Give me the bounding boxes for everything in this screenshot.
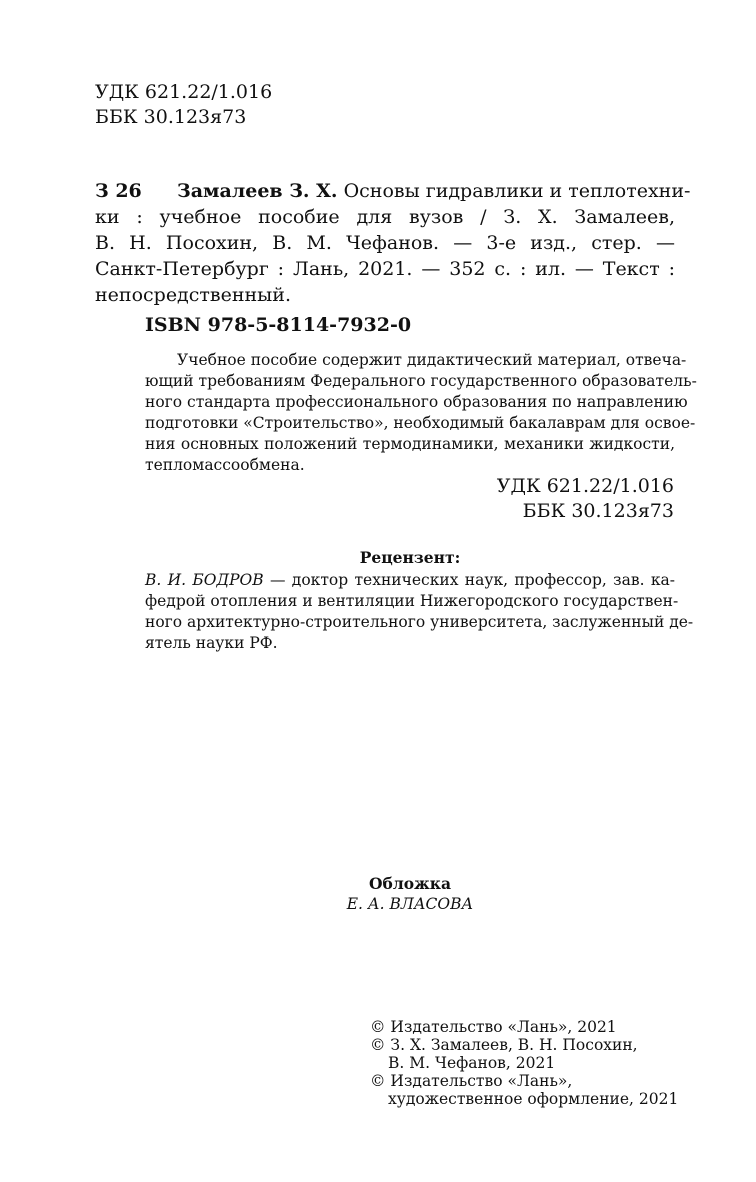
biblio-line-5: непосредственный.: [95, 284, 292, 306]
annotation-line: ния основных положений термодинамики, механики жидкости,: [145, 435, 675, 453]
cover-artist: Е. А. ВЛАСОВА: [346, 895, 474, 913]
reviewer-name: В. И. БОДРОВ: [145, 571, 264, 589]
author-mark: З 26: [95, 180, 142, 202]
copyright-line: © З. Х. Замалеев, В. Н. Посохин,: [370, 1036, 638, 1054]
title-text: Основы гидравлики и теплотехни-: [343, 180, 691, 202]
annotation-line: Учебное пособие содержит дидактический материал, отвеча-: [177, 351, 687, 369]
copyright-line: художественное оформление, 2021: [388, 1090, 679, 1108]
biblio-line-1: [95, 178, 691, 204]
udk-code-repeat: УДК 621.22/1.016: [496, 475, 674, 497]
copyright-line: © Издательство «Лань»,: [370, 1072, 573, 1090]
annotation-line: ного стандарта профессионального образования по направлению: [145, 393, 688, 411]
udk-code: УДК 621.22/1.016: [95, 81, 273, 103]
bbk-code-repeat: ББК 30.123я73: [522, 500, 674, 522]
cover-credit: [145, 874, 675, 914]
classification-repeat: [497, 474, 674, 524]
biblio-line-2: ки : учебное пособие для вузов / З. Х. Замалеев,: [95, 206, 675, 228]
cover-label: Обложка: [369, 874, 451, 893]
annotation-line: ющий требованиям Федерального государственного образователь-: [145, 372, 697, 390]
reviewer-desc: — доктор технических наук, профессор, зав. ка-: [269, 571, 676, 589]
reviewer-label: Рецензент:: [359, 548, 461, 567]
biblio-line-3: В. Н. Посохин, В. М. Чефанов. — 3-е изд., стер. —: [95, 232, 675, 254]
bbk-code: ББК 30.123я73: [95, 106, 247, 128]
reviewer-line: ного архитектурно-строительного университета, заслуженный де-: [145, 613, 694, 631]
copyright-line: © Издательство «Лань», 2021: [370, 1018, 617, 1036]
author-name: Замалеев З. Х.: [177, 180, 338, 202]
bibliographic-record: [95, 178, 691, 308]
reviewer-info: [145, 570, 694, 654]
reviewer-line: ятель науки РФ.: [145, 634, 278, 652]
classification-header: [95, 80, 272, 130]
annotation-line: подготовки «Строительство», необходимый бакалаврам для освое-: [145, 414, 696, 432]
biblio-line-4: Санкт-Петербург : Лань, 2021. — 352 с. : ил. — Текст :: [95, 258, 675, 280]
reviewer-line: федрой отопления и вентиляции Нижегородского государствен-: [145, 592, 679, 610]
reviewer-line-1: [145, 570, 675, 591]
copyright-line: В. М. Чефанов, 2021: [388, 1054, 556, 1072]
annotation-line: тепломассообмена.: [145, 456, 305, 474]
annotation: [145, 350, 697, 476]
isbn: ISBN 978-5-8114-7932-0: [145, 314, 412, 336]
copyright-block: [370, 1018, 678, 1108]
